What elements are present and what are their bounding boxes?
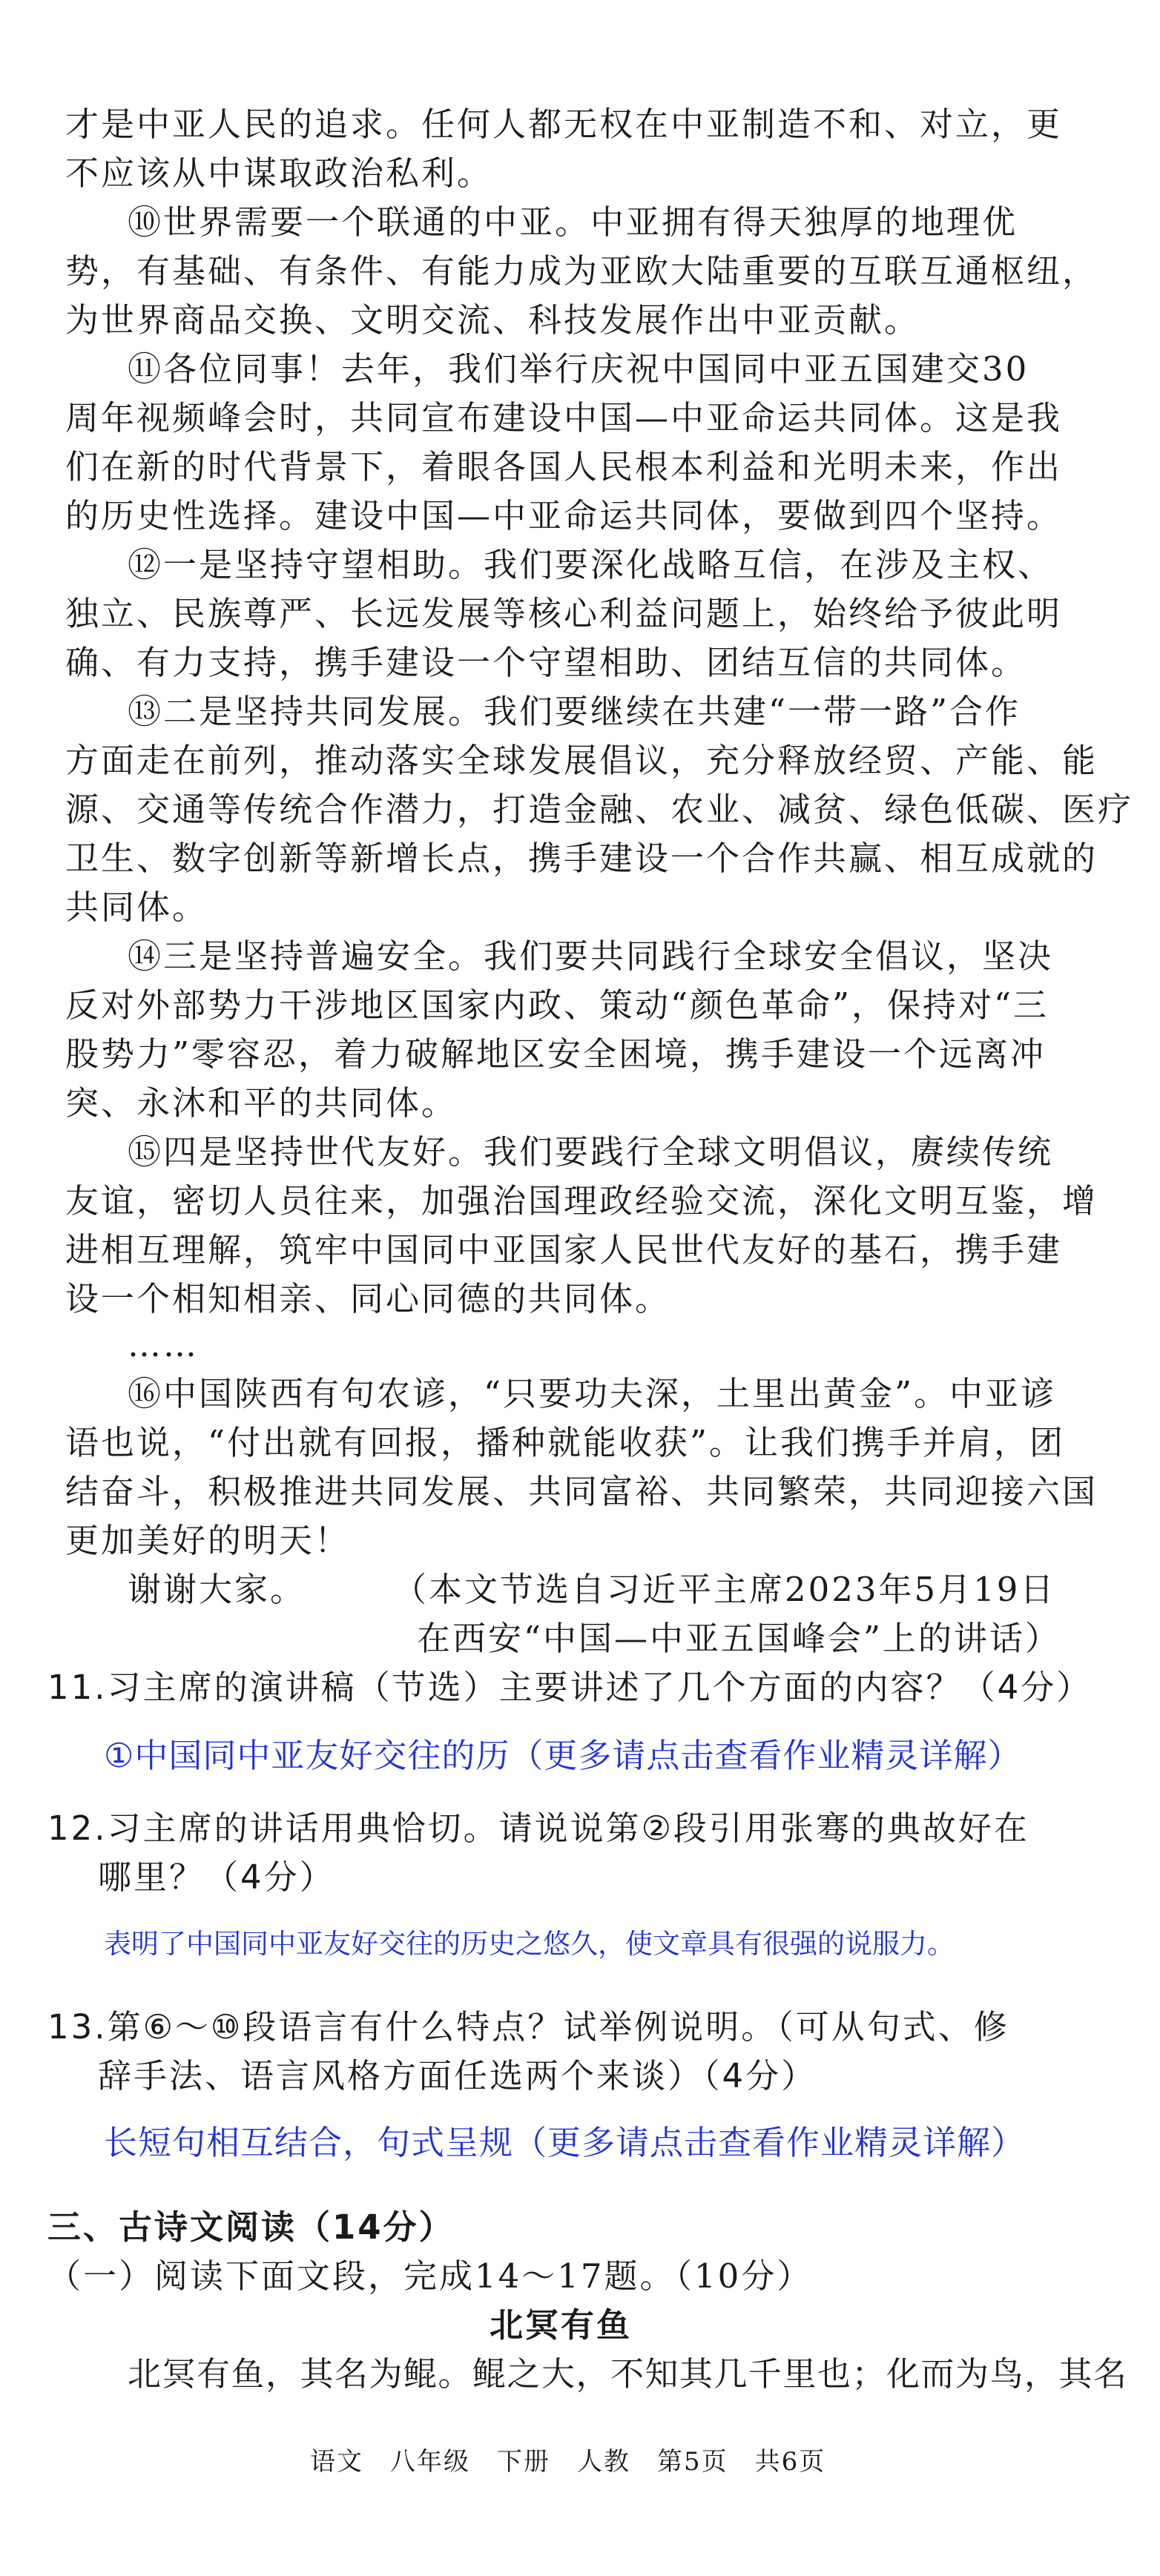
paragraph-11-line: ⑪各位同事！去年，我们举行庆祝中国同中亚五国建交30: [128, 349, 1029, 389]
paragraph-11-line: 的历史性选择。建设中国—中亚命运共同体，要做到四个坚持。: [65, 496, 1063, 535]
answer-11: ①中国同中亚友好交往的历（更多请点击查看作业精灵详解）: [104, 1736, 1022, 1775]
question-11: 11.习主席的演讲稿（节选）主要讲述了几个方面的内容？（4分）: [47, 1668, 1093, 1707]
paragraph-13-line: 共同体。: [65, 888, 208, 927]
paragraph-14-line: ⑭三是坚持普遍安全。我们要共同践行全球安全倡议，坚决: [128, 937, 1054, 976]
section-subheading: （一）阅读下面文段，完成14～17题。（10分）: [47, 2256, 813, 2296]
paragraph-14-line: 反对外部势力干涉地区国家内政、策动“颜色革命”，保持对“三: [65, 985, 1049, 1025]
paragraph-16-line: ⑯中国陕西有句农谚，“只要功夫深，土里出黄金”。中亚谚: [128, 1374, 1057, 1413]
paragraph-15-line: 设一个相知相亲、同心同德的共同体。: [65, 1279, 671, 1318]
question-12: 哪里？（4分）: [98, 1857, 335, 1897]
closing-thanks: 谢谢大家。: [128, 1570, 306, 1609]
text-line: 不应该从中谋取政治私利。: [65, 153, 493, 193]
paragraph-10-line: 为世界商品交换、文明交流、科技发展作出中亚贡献。: [65, 300, 920, 340]
paragraph-15-line: 友谊，密切人员往来，加强治国理政经验交流，深化文明互鉴，增: [65, 1181, 1098, 1221]
paragraph-13-line: 源、交通等传统合作潜力，打造金融、农业、减贫、绿色低碳、医疗: [65, 790, 1134, 829]
paragraph-11-line: 们在新的时代背景下，着眼各国人民根本利益和光明未来，作出: [65, 447, 1063, 486]
source-note: 在西安“中国—中亚五国峰会”上的讲话）: [417, 1619, 1061, 1658]
paragraph-12-line: 确、有力支持，携手建设一个守望相助、团结互信的共同体。: [65, 643, 1027, 682]
question-12: 12.习主席的讲话用典恰切。请说说第②段引用张骞的典故好在: [47, 1809, 1029, 1848]
page-footer: 语文 八年级 下册 人教 第5页 共6页: [310, 2447, 826, 2477]
paragraph-14-line: 突、永沐和平的共同体。: [65, 1083, 458, 1123]
poem-title: 北冥有鱼: [490, 2305, 633, 2345]
paragraph-14-line: 股势力”零容忍，着力破解地区安全困境，携手建设一个远离冲: [65, 1034, 1047, 1074]
paragraph-13-line: ⑬二是坚持共同发展。我们要继续在共建“一带一路”合作: [128, 692, 1021, 731]
paragraph-12-line: ⑫一是坚持守望相助。我们要深化战略互信，在涉及主权、: [128, 545, 1054, 584]
paragraph-16-line: 更加美好的明天！: [65, 1521, 351, 1560]
answer-13: 长短句相互结合，句式呈规（更多请点击查看作业精灵详解）: [104, 2123, 1026, 2162]
paragraph-10-line: ⑩世界需要一个联通的中亚。中亚拥有得天独厚的地理优: [128, 202, 1018, 242]
paragraph-16-line: 结奋斗，积极推进共同发展、共同富裕、共同繁荣，共同迎接六国: [65, 1472, 1098, 1511]
section-heading: 三、古诗文阅读（14分）: [47, 2207, 455, 2247]
paragraph-13-line: 方面走在前列，推动落实全球发展倡议，充分释放经贸、产能、能: [65, 741, 1098, 780]
ellipsis: ……: [128, 1325, 199, 1364]
paragraph-15-line: 进相互理解，筑牢中国同中亚国家人民世代友好的基石，携手建: [65, 1230, 1063, 1269]
paragraph-12-line: 独立、民族尊严、长远发展等核心利益问题上，始终给予彼此明: [65, 594, 1063, 633]
poem-line: 北冥有鱼，其名为鲲。鲲之大，不知其几千里也；化而为鸟，其名: [128, 2354, 1128, 2394]
paragraph-15-line: ⑮四是坚持世代友好。我们要践行全球文明倡议，赓续传统: [128, 1132, 1054, 1172]
question-13: 辞手法、语言风格方面任选两个来谈）（4分）: [98, 2056, 817, 2096]
answer-12: 表明了中国同中亚友好交往的历史之悠久，使文章具有很强的说服力。: [104, 1928, 955, 1960]
question-13: 13.第⑥～⑩段语言有什么特点？试举例说明。（可从句式、修: [47, 2007, 1009, 2047]
source-note: （本文节选自习近平主席2023年5月19日: [393, 1570, 1056, 1609]
paragraph-13-line: 卫生、数字创新等新增长点，携手建设一个合作共赢、相互成就的: [65, 839, 1098, 878]
text-line: 才是中亚人民的追求。任何人都无权在中亚制造不和、对立，更: [65, 105, 1063, 144]
paragraph-16-line: 语也说，“付出就有回报，播种就能收获”。让我们携手并肩，团: [65, 1423, 1066, 1462]
paragraph-11-line: 周年视频峰会时，共同宣布建设中国—中亚命运共同体。这是我: [65, 398, 1063, 437]
paragraph-10-line: 势，有基础、有条件、有能力成为亚欧大陆重要的互联互通枢纽，: [65, 251, 1098, 291]
